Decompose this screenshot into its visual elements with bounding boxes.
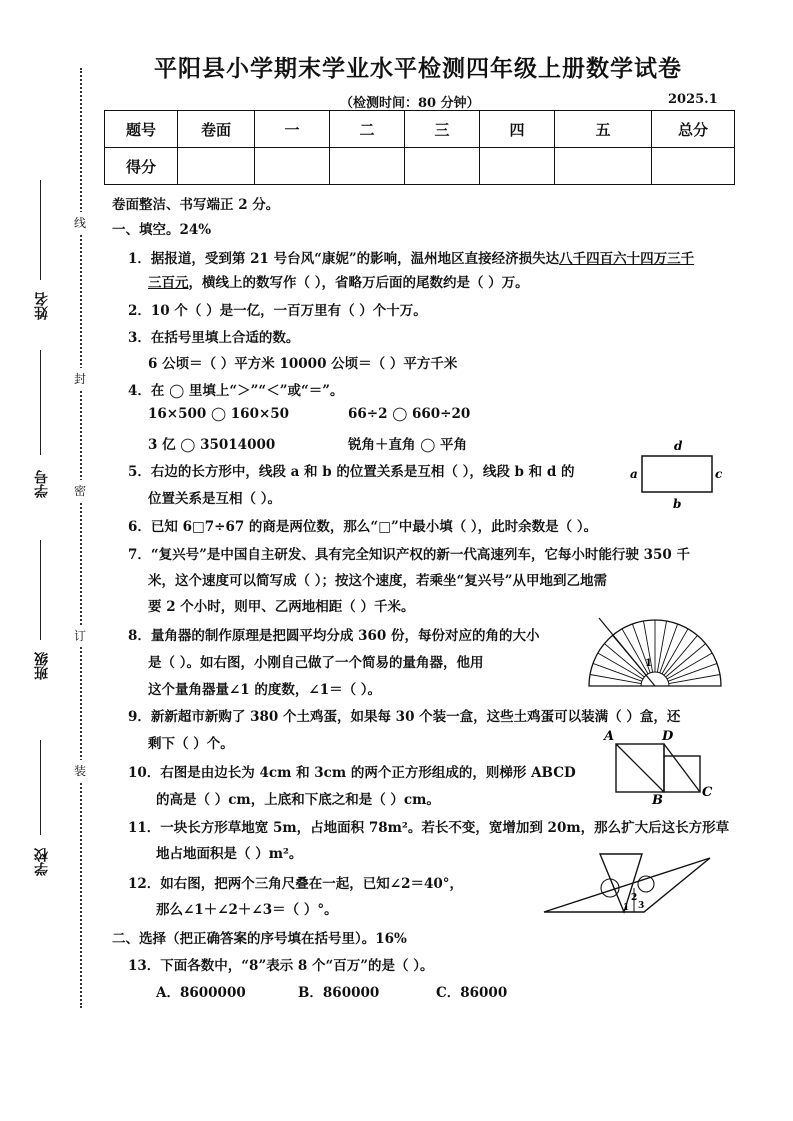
q5-line-1: 5．右边的长方形中，线段 a 和 b 的位置关系是互相（ ），线段 b 和 d 的	[128, 464, 575, 480]
q3: 3．在括号里填上合适的数。	[128, 330, 300, 346]
q10-line-1: 10．右图是由边长为 4cm 和 3cm 的两个正方形组成的，则梯形 ABCD	[128, 765, 576, 781]
q9-line-1: 9．新新超市新购了 380 个土鸡蛋，如果每 30 个装一盒，这些土鸡蛋可以装满（ ）盒，还	[128, 709, 681, 725]
protractor-ray	[669, 675, 720, 684]
protractor-figure	[585, 610, 725, 692]
side-label-b: b	[673, 497, 682, 511]
q1-line-1: 1．据报道，受到第 21 号台风“康妮”的影响，温州地区直接经济损失达八千四百六十四万三千	[128, 251, 695, 267]
angle-3-label: 3	[638, 901, 645, 911]
angle-1-label: 1	[623, 903, 630, 913]
binding-dotted-line	[80, 68, 82, 1008]
score-cell[interactable]	[652, 148, 735, 185]
q1-line-2: 三百元，横线上的数写作（ ），省略万后面的尾数约是（ ）万。	[148, 275, 529, 291]
score-cell[interactable]	[330, 148, 405, 185]
score-table-score-row	[105, 148, 735, 185]
section-2-heading: 二、选择（把正确答案的序号填在括号里）。16%	[112, 931, 407, 947]
score-header-cell: 题号	[105, 111, 178, 148]
triangle-ruler-small	[600, 854, 645, 912]
rectangle-shape	[642, 456, 712, 492]
squares-figure	[602, 726, 722, 806]
point-d-label: D	[662, 729, 674, 744]
school-blank[interactable]	[40, 740, 41, 835]
q13-option-b[interactable]: B．860000	[298, 985, 380, 1001]
small-square	[664, 756, 700, 792]
binding-char: 封	[74, 368, 86, 389]
set-squares-figure	[540, 846, 720, 916]
page-title: 平阳县小学期末学业水平检测四年级上册数学试卷	[154, 55, 682, 82]
q9-line-2: 剩下（ ）个。	[148, 736, 234, 752]
q4-a: 16×500 ◯ 160×50	[148, 406, 290, 422]
protractor-ray	[660, 624, 678, 673]
q11-line-2: 地占地面积是（ ）m²。	[156, 846, 303, 862]
q2: 2．10 个（ ）是一亿，一百万里有（ ）个十万。	[128, 303, 427, 319]
q6: 6．已知 6□7÷67 的商是两位数，那么“□”中最小填（ ），此时余数是（ ）。	[128, 519, 598, 535]
q12-line-1: 12．如右图，把两个三角尺叠在一起，已知∠2＝40°，	[128, 876, 464, 892]
q8-line-1: 8．量角器的制作原理是把圆平均分成 360 份，每份对应的角的大小	[128, 628, 540, 644]
point-a-label: A	[604, 729, 615, 744]
side-label-c: c	[715, 467, 723, 481]
q4: 4．在 ◯ 里填上“＞”“＜”或“＝”。	[128, 383, 344, 399]
score-cell[interactable]	[555, 148, 652, 185]
q13: 13．下面各数中，“8”表示 8 个“百万”的是（ ）。	[128, 958, 434, 974]
q7-line-2: 米，这个速度可以简写成（ ）；按这个速度，若乘坐“复兴号”从甲地到乙地需	[148, 573, 607, 589]
q13-option-a[interactable]: A．8600000	[156, 985, 246, 1001]
binding-char: 订	[74, 625, 86, 646]
side-label-d: d	[674, 439, 683, 453]
side-label-a: a	[630, 467, 638, 481]
q8-line-2: 是（ ）。如右图，小刚自己做了一个简易的量角器，他用	[148, 655, 484, 671]
score-cell[interactable]	[178, 148, 255, 185]
q4-b: 66÷2 ◯ 660÷20	[348, 406, 471, 422]
score-header-cell: 三	[405, 111, 480, 148]
intro-text: 卷面整洁、书写端正 2 分。	[112, 197, 280, 213]
rectangle-figure	[626, 436, 726, 512]
score-table-header-row	[105, 111, 735, 148]
q7-line-3: 要 2 个小时，则甲、乙两地相距（ ）千米。	[148, 599, 415, 615]
score-cell[interactable]	[480, 148, 555, 185]
angle-1-label: 1	[645, 658, 652, 669]
binding-char: 线	[74, 212, 86, 233]
score-table	[104, 110, 735, 185]
angle-2-label: 2	[631, 893, 638, 903]
point-c-label: C	[702, 785, 713, 800]
binding-char: 装	[74, 760, 86, 781]
binding-char: 密	[74, 480, 86, 501]
school-label: 学校	[34, 848, 50, 876]
protractor-ray	[593, 663, 642, 681]
class-blank[interactable]	[40, 540, 41, 640]
name-blank[interactable]	[40, 180, 41, 280]
name-label: 姓名	[34, 292, 50, 320]
score-header-cell: 一	[255, 111, 330, 148]
q8-line-3: 这个量角器量∠1 的度数，∠1＝（ ）。	[148, 682, 382, 698]
q3-blanks: 6 公顷＝（ ）平方米 10000 公顷＝（ ）平方千米	[148, 356, 458, 372]
q4-c: 3 亿 ◯ 35014000	[148, 437, 276, 453]
score-header-cell: 五	[555, 111, 652, 148]
protractor-ray	[590, 675, 641, 684]
q5-line-2: 位置关系是互相（ ）。	[148, 491, 281, 507]
q12-line-2: 那么∠1＋∠2＋∠3＝（ ）°。	[156, 902, 338, 918]
score-header-cell: 总分	[652, 111, 735, 148]
class-label: 班级	[34, 652, 50, 680]
score-header-cell: 四	[480, 111, 555, 148]
score-row-label: 得分	[105, 148, 178, 185]
score-cell[interactable]	[255, 148, 330, 185]
protractor-ray	[657, 621, 666, 672]
section-1-heading: 一、填空。24%	[112, 222, 212, 238]
q11-line-1: 11．一块长方形草地宽 5m，占地面积 78m²。若长不变，宽增加到 20m，那么扩大后这长方形草	[128, 820, 730, 836]
q7-line-1: 7．“复兴号”是中国自主研发、具有完全知识产权的新一代高速列车，它每小时能行驶 350 千	[128, 547, 691, 563]
score-header-cell: 卷面	[178, 111, 255, 148]
diagonal-dc	[664, 744, 700, 792]
protractor-rays	[590, 620, 720, 684]
student-id-label: 学号	[34, 470, 50, 498]
point-b-label: B	[652, 793, 663, 806]
q10-line-2: 的高是（ ）cm，上底和下底之和是（ ）cm。	[156, 792, 440, 808]
score-header-cell: 二	[330, 111, 405, 148]
student-id-blank[interactable]	[40, 350, 41, 455]
exam-date: 2025.1	[668, 92, 718, 107]
q4-d: 锐角＋直角 ◯ 平角	[348, 437, 468, 453]
exam-duration: （检测时间：80 分钟）	[340, 96, 480, 111]
q13-option-c[interactable]: C．86000	[436, 985, 508, 1001]
score-cell[interactable]	[405, 148, 480, 185]
protractor-ray	[668, 663, 717, 681]
diagonal-ab	[616, 744, 664, 792]
